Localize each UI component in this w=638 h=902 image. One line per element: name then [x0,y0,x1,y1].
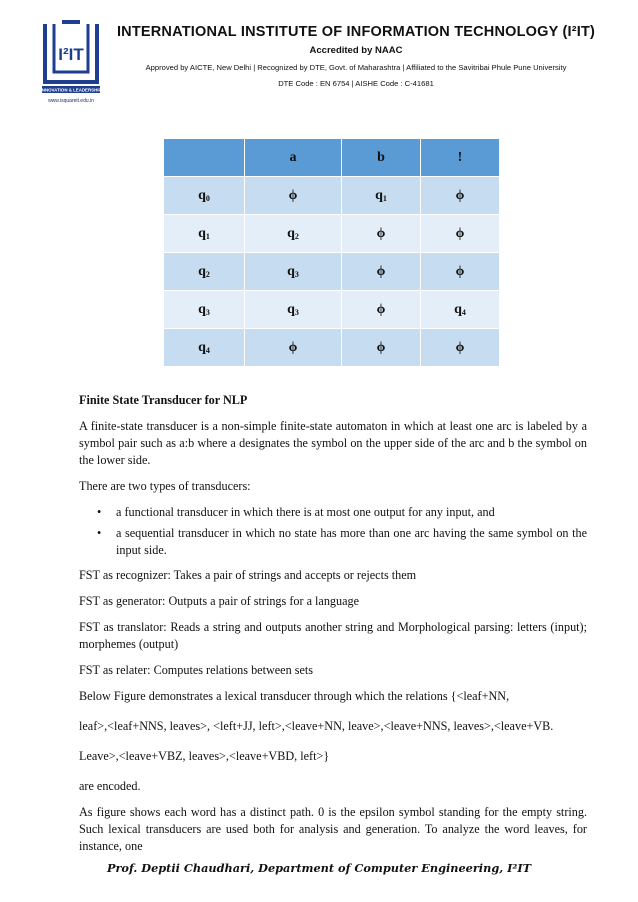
logo-tagline: INNOVATION & LEADERSHIP [40,87,102,93]
transition-cell [245,177,342,215]
cell-symbol: ϕ [455,187,465,203]
approval-line: Approved by AICTE, New Delhi | Recognized by DTE, Govt. of Maharashtra | Affiliated to the Savitribai Phule Pune University [145,63,567,72]
cell-subscript: 3 [205,307,210,317]
generator-paragraph: FST as generator: Outputs a pair of strings for a language [79,594,360,608]
cell-symbol: ϕ [288,187,298,203]
cell-subscript: 4 [205,345,210,355]
transition-cell [342,253,421,291]
table-header-row [164,139,500,177]
relater-paragraph: FST as relater: Computes relations between sets [79,663,313,677]
table-row [164,291,500,329]
page-footer: Prof. Deptii Chaudhari, Department of Computer Engineering, I²IT [106,861,532,875]
cell-symbol: ϕ [376,301,386,317]
cell-symbol: q [287,263,295,279]
transition-cell [421,215,500,253]
recognizer-paragraph: FST as recognizer: Takes a pair of strings and accepts or rejects them [79,568,417,582]
transition-cell [421,177,500,215]
table-row [164,253,500,291]
list-item [79,525,587,559]
list-item [79,504,587,521]
cell-symbol: q [198,339,206,355]
cell-subscript: 3 [294,269,299,279]
figure-line: leaf>,<leaf+NNS, leaves>, <left+JJ, left>,<leave+NN, leave>,<leave+NNS, leaves>,<leave+VB. [79,719,554,733]
transition-cell [342,215,421,253]
bullet-icon: • [97,505,102,519]
cell-subscript: 3 [294,307,299,317]
transition-cell [421,253,500,291]
transition-table [163,138,500,367]
figure-line: Leave>,<leave+VBZ, leaves>,<leave+VBD, left>} [79,749,330,763]
cell-symbol: ϕ [376,263,386,279]
types-intro: There are two types of transducers: [79,479,251,493]
institute-name: INTERNATIONAL INSTITUTE OF INFORMATION TECHNOLOGY (I²IT) [116,24,596,40]
transition-cell [245,253,342,291]
logo-text: I²IT [58,45,84,64]
cell-symbol: q [287,225,295,241]
cell-symbol: q [287,301,295,317]
cell-symbol: q [198,301,206,317]
cell-subscript: 1 [382,193,387,203]
state-cell [164,291,245,329]
cell-symbol: ϕ [376,225,386,241]
intro-paragraph: A finite-state transducer is a non-simple finite-state automaton in which at least one arc is labeled by a symbol pair such as a:b where a designates the symbol on the upper side of the arc and b the symbol on the lower side. [79,419,587,467]
cell-symbol: q [198,225,206,241]
transition-cell [245,291,342,329]
table-row [164,177,500,215]
header-cell: a [245,139,342,177]
institute-logo [40,20,100,104]
accreditation: Accredited by NAAC [309,45,403,56]
cell-subscript: 0 [205,193,210,203]
header-cell [164,139,245,177]
header-cell: ! [421,139,500,177]
cell-symbol: ϕ [376,339,386,355]
document-body [79,392,587,864]
state-cell [164,215,245,253]
cell-symbol: q [454,301,462,317]
transition-cell [245,215,342,253]
list-item-text: a sequential transducer in which no state has more than one arc having the same symbol on the input side. [116,526,587,557]
table-row [164,329,500,367]
state-cell [164,177,245,215]
transition-cell [342,329,421,367]
dte-code-line: DTE Code : EN 6754 | AISHE Code : C-41681 [278,79,434,88]
state-cell [164,253,245,291]
cell-symbol: q [198,187,206,203]
figure-line: are encoded. [79,779,141,793]
closing-paragraph: As figure shows each word has a distinct path. 0 is the epsilon symbol standing for the empty string. Such lexical transducers are used both for analysis and generation. To analyze the word leaves, for instance, one [79,805,587,853]
cell-subscript: 2 [205,269,210,279]
page-header [0,0,638,110]
cell-symbol: ϕ [288,339,298,355]
transition-cell [342,291,421,329]
transition-cell [421,329,500,367]
translator-paragraph: FST as translator: Reads a string and outputs another string and Morphological parsing: letters (input); morphemes (output) [79,620,587,651]
transition-cell [421,291,500,329]
figure-line: Below Figure demonstrates a lexical transducer through which the relations {<leaf+NN, [79,689,510,703]
transducer-types-list [79,504,587,559]
table-row [164,215,500,253]
cell-subscript: 4 [461,307,466,317]
list-item-text: a functional transducer in which there is at most one output for any input, and [116,505,495,519]
logo-url: www.isquareit.edu.in [48,98,94,104]
transition-cell [245,329,342,367]
transition-cell [342,177,421,215]
logo-emblem [40,20,102,100]
cell-symbol: q [375,187,383,203]
cell-symbol: ϕ [455,225,465,241]
state-table [163,138,500,367]
section-title: Finite State Transducer for NLP [79,393,248,407]
cell-subscript: 1 [205,231,210,241]
cell-symbol: q [198,263,206,279]
bullet-icon: • [97,526,102,540]
header-cell: b [342,139,421,177]
cell-symbol: ϕ [455,263,465,279]
cell-subscript: 2 [294,231,299,241]
state-cell [164,329,245,367]
cell-symbol: ϕ [455,339,465,355]
